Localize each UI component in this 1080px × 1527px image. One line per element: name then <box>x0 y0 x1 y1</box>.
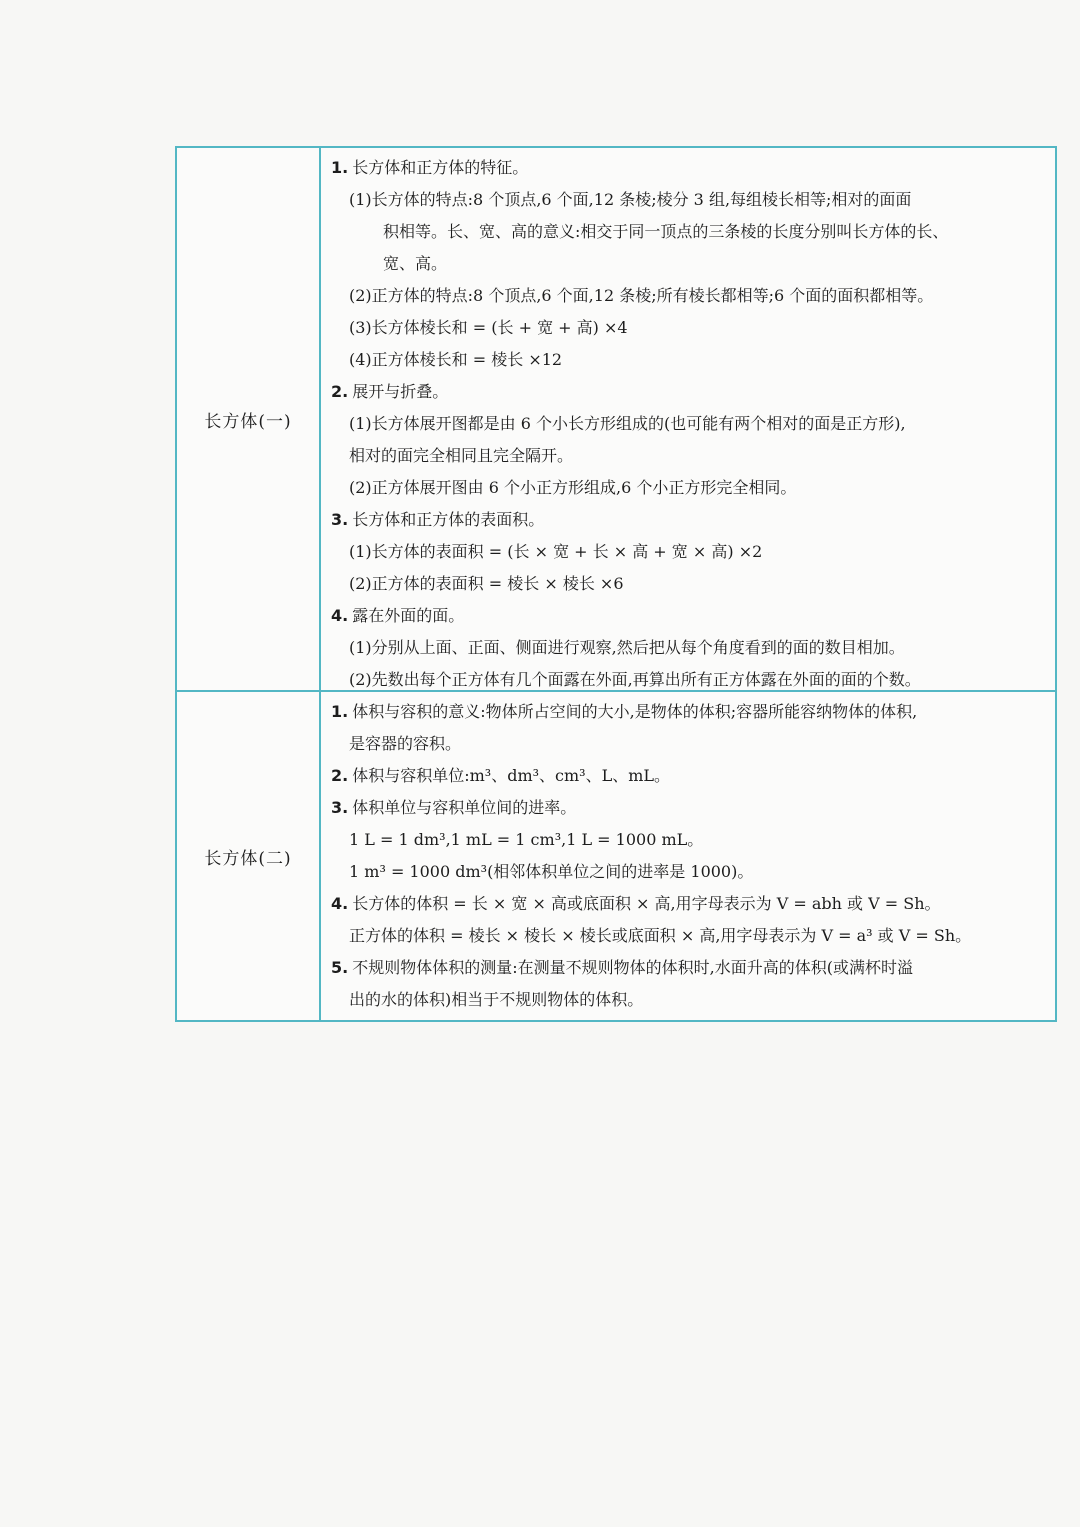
point-text: 体积单位与容积单位间的进率。 <box>352 798 577 817</box>
point-text: 露在外面的面。 <box>352 606 465 625</box>
point-text: 长方体和正方体的表面积。 <box>352 510 545 529</box>
detail-line: (2)先数出每个正方体有几个面露在外面,再算出所有正方体露在外面的面的个数。 <box>349 670 921 689</box>
detail-line: 积相等。长、宽、高的意义:相交于同一顶点的三条棱的长度分别叫长方体的长、 <box>383 222 949 241</box>
detail-line: 是容器的容积。 <box>349 734 462 753</box>
detail-line: (1)长方体的表面积 = (长 × 宽 + 长 × 高 + 宽 × 高) ×2 <box>349 542 763 561</box>
point-text: 体积与容积单位:m³、dm³、cm³、L、mL。 <box>352 766 670 785</box>
detail-line: 1 m³ = 1000 dm³(相邻体积单位之间的进率是 1000)。 <box>349 862 754 881</box>
table-row <box>177 692 1055 1020</box>
detail-line: 正方体的体积 = 棱长 × 棱长 × 棱长或底面积 × 高,用字母表示为 V = a³ 或 V = Sh。 <box>349 926 972 945</box>
row-label: 长方体(一) <box>177 148 321 690</box>
detail-line: (2)正方体的表面积 = 棱长 × 棱长 ×6 <box>349 574 624 593</box>
point-text: 长方体和正方体的特征。 <box>352 158 529 177</box>
point-number: 1. <box>331 702 349 721</box>
point-heading <box>331 696 1049 728</box>
table-row <box>177 148 1055 692</box>
row-label: 长方体(二) <box>177 692 321 1020</box>
detail-line: (2)正方体的特点:8 个顶点,6 个面,12 条棱;所有棱长都相等;6 个面的面积都相等。 <box>349 286 934 305</box>
point-text: 不规则物体体积的测量:在测量不规则物体的体积时,水面升高的体积(或满杯时溢 <box>352 958 913 977</box>
point-heading <box>331 792 1049 824</box>
detail-line: (1)分别从上面、正面、侧面进行观察,然后把从每个角度看到的面的数目相加。 <box>349 638 905 657</box>
point-number: 2. <box>331 766 349 785</box>
point-heading <box>331 376 1049 408</box>
detail-line: (1)长方体展开图都是由 6 个小长方形组成的(也可能有两个相对的面是正方形), <box>349 414 906 433</box>
detail-line: (2)正方体展开图由 6 个小正方形组成,6 个小正方形完全相同。 <box>349 478 797 497</box>
point-heading <box>331 504 1049 536</box>
row-content <box>321 692 1055 1020</box>
point-heading <box>331 600 1049 632</box>
point-text: 体积与容积的意义:物体所占空间的大小,是物体的体积;容器所能容纳物体的体积, <box>352 702 918 721</box>
point-text: 展开与折叠。 <box>352 382 449 401</box>
point-number: 3. <box>331 798 349 817</box>
detail-line: 出的水的体积)相当于不规则物体的体积。 <box>349 990 644 1009</box>
point-heading <box>331 952 1049 984</box>
detail-line: 相对的面完全相同且完全隔开。 <box>349 446 574 465</box>
point-heading <box>331 152 1049 184</box>
knowledge-table <box>175 146 1057 1022</box>
point-text: 长方体的体积 = 长 × 宽 × 高或底面积 × 高,用字母表示为 V = abh 或 V = Sh。 <box>352 894 941 913</box>
point-number: 3. <box>331 510 349 529</box>
point-number: 4. <box>331 606 349 625</box>
point-heading <box>331 760 1049 792</box>
point-number: 5. <box>331 958 349 977</box>
detail-line: (1)长方体的特点:8 个顶点,6 个面,12 条棱;棱分 3 组,每组棱长相等;相对的面面 <box>349 190 912 209</box>
point-number: 2. <box>331 382 349 401</box>
point-heading <box>331 888 1049 920</box>
row-content <box>321 148 1055 690</box>
point-number: 1. <box>331 158 349 177</box>
detail-line: (3)长方体棱长和 = (长 + 宽 + 高) ×4 <box>349 318 628 337</box>
point-number: 4. <box>331 894 349 913</box>
detail-line: 宽、高。 <box>383 254 448 273</box>
detail-line: (4)正方体棱长和 = 棱长 ×12 <box>349 350 563 369</box>
detail-line: 1 L = 1 dm³,1 mL = 1 cm³,1 L = 1000 mL。 <box>349 830 704 849</box>
